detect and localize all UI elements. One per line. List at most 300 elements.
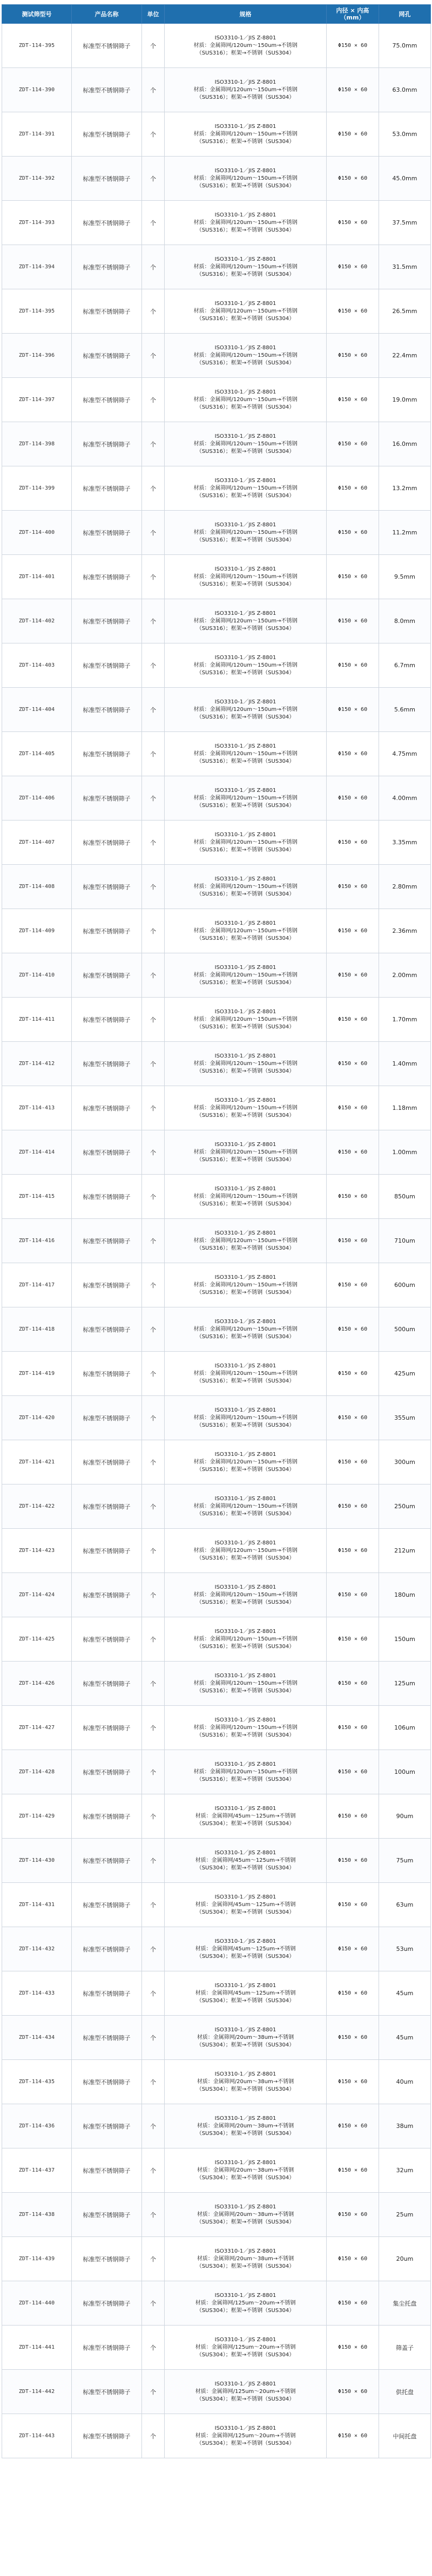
cell-name: 标准型不锈钢筛子 <box>72 2060 142 2104</box>
cell-name: 标准型不锈钢筛子 <box>72 2237 142 2281</box>
cell-name: 标准型不锈钢筛子 <box>72 688 142 732</box>
spec-line-material: 材质：金属筛网/120um～150um→不锈钢 <box>193 1591 298 1598</box>
cell-model: ZDT-114-430 <box>2 1839 72 1883</box>
cell-model: ZDT-114-417 <box>2 1263 72 1307</box>
cell-unit: 个 <box>142 289 165 334</box>
cell-model: ZDT-114-394 <box>2 245 72 289</box>
cell-unit: 个 <box>142 2148 165 2193</box>
cell-mesh: 9.5mm <box>379 555 431 599</box>
table-row <box>2 2414 431 2458</box>
spec-line-material: 材质：金属筛网/120um～150um→不锈钢 <box>193 1149 298 1155</box>
spec-line-frame: （SUS316）；框架→不锈钢（SUS304） <box>196 182 295 189</box>
cell-spec <box>165 1529 327 1573</box>
cell-mesh: 180um <box>379 1573 431 1617</box>
cell-spec <box>165 1352 327 1396</box>
cell-dimension: Φ150 × 60 <box>327 2281 379 2326</box>
spec-line-material: 材质：金属筛网/45um～125um→不锈钢 <box>195 1813 296 1819</box>
cell-unit: 个 <box>142 909 165 953</box>
spec-line-frame: （SUS304）；框架→不锈钢（SUS304） <box>196 2219 295 2225</box>
spec-line-frame: （SUS316）；框架→不锈钢（SUS304） <box>196 1776 295 1782</box>
spec-line-frame: （SUS304）；框架→不锈钢（SUS304） <box>196 2086 295 2092</box>
spec-line-material: 材质：金属筛网/125um～20um→不锈钢 <box>195 2388 296 2395</box>
cell-model: ZDT-114-393 <box>2 201 72 245</box>
spec-line-frame: （SUS316）；框架→不锈钢（SUS304） <box>196 271 295 277</box>
cell-unit: 个 <box>142 1706 165 1750</box>
spec-line-material: 材质：金属筛网/120um～150um→不锈钢 <box>193 1547 298 1554</box>
spec-line-material: 材质：金属筛网/45um～125um→不锈钢 <box>195 1990 296 1996</box>
cell-mesh: 1.18mm <box>379 1086 431 1130</box>
cell-model: ZDT-114-423 <box>2 1529 72 1573</box>
spec-line-standard: ISO3310-1／JIS Z-8801 <box>214 477 276 484</box>
spec-line-material: 材质：金属筛网/120um～150um→不锈钢 <box>193 839 298 845</box>
cell-model: ZDT-114-429 <box>2 1794 72 1839</box>
spec-line-standard: ISO3310-1／JIS Z-8801 <box>214 876 276 882</box>
cell-unit: 个 <box>142 2281 165 2326</box>
table-row <box>2 157 431 201</box>
cell-unit: 个 <box>142 1440 165 1484</box>
cell-unit: 个 <box>142 688 165 732</box>
header-name: 产品名称 <box>72 5 142 24</box>
spec-line-frame: （SUS316）；框架→不锈钢（SUS304） <box>196 714 295 720</box>
spec-line-standard: ISO3310-1／JIS Z-8801 <box>214 1672 276 1679</box>
spec-line-material: 材质：金属筛网/120um～150um→不锈钢 <box>193 662 298 668</box>
spec-line-standard: ISO3310-1／JIS Z-8801 <box>214 2292 276 2299</box>
cell-name: 标准型不锈钢筛子 <box>72 289 142 334</box>
cell-spec <box>165 112 327 157</box>
spec-line-material: 材质：金属筛网/120um～150um→不锈钢 <box>193 1459 298 1465</box>
cell-name: 标准型不锈钢筛子 <box>72 1219 142 1263</box>
spec-line-frame: （SUS316）；框架→不锈钢（SUS304） <box>196 935 295 941</box>
cell-name: 标准型不锈钢筛子 <box>72 2016 142 2060</box>
cell-dimension: Φ150 × 60 <box>327 2148 379 2193</box>
cell-unit: 个 <box>142 821 165 865</box>
cell-dimension: Φ150 × 60 <box>327 1484 379 1529</box>
table-row <box>2 909 431 953</box>
table-row <box>2 112 431 157</box>
cell-unit: 个 <box>142 1794 165 1839</box>
cell-spec <box>165 68 327 112</box>
spec-line-standard: ISO3310-1／JIS Z-8801 <box>214 1407 276 1413</box>
cell-unit: 个 <box>142 2060 165 2104</box>
spec-line-material: 材质：金属筛网/20um～38um→不锈钢 <box>197 2034 294 2041</box>
spec-line-frame: （SUS316）；框架→不锈钢（SUS304） <box>196 1289 295 1296</box>
cell-unit: 个 <box>142 2326 165 2370</box>
cell-name: 标准型不锈钢筛子 <box>72 776 142 821</box>
table-row <box>2 334 431 378</box>
spec-line-material: 材质：金属筛网/120um～150um→不锈钢 <box>193 927 298 934</box>
cell-mesh: 16.0mm <box>379 422 431 466</box>
spec-line-material: 材质：金属筛网/120um～150um→不锈钢 <box>193 618 298 624</box>
spec-line-frame: （SUS304）；框架→不锈钢（SUS304） <box>196 2440 295 2446</box>
spec-line-standard: ISO3310-1／JIS Z-8801 <box>214 1185 276 1192</box>
cell-unit: 个 <box>142 68 165 112</box>
cell-unit: 个 <box>142 1529 165 1573</box>
cell-model: ZDT-114-441 <box>2 2326 72 2370</box>
spec-line-material: 材质：金属筛网/120um～150um→不锈钢 <box>193 883 298 890</box>
table-row <box>2 24 431 68</box>
table-header-row <box>2 5 431 24</box>
spec-line-material: 材质：金属筛网/120um～150um→不锈钢 <box>193 972 298 978</box>
cell-spec <box>165 732 327 776</box>
spec-line-standard: ISO3310-1／JIS Z-8801 <box>214 1717 276 1723</box>
cell-name: 标准型不锈钢筛子 <box>72 1352 142 1396</box>
cell-spec <box>165 1617 327 1662</box>
cell-model: ZDT-114-400 <box>2 511 72 555</box>
spec-line-standard: ISO3310-1／JIS Z-8801 <box>214 1540 276 1546</box>
cell-spec <box>165 1484 327 1529</box>
cell-name: 标准型不锈钢筛子 <box>72 378 142 422</box>
cell-mesh: 中间托盘 <box>379 2414 431 2458</box>
cell-spec <box>165 643 327 688</box>
cell-model: ZDT-114-433 <box>2 1971 72 2016</box>
cell-model: ZDT-114-432 <box>2 1927 72 1971</box>
cell-model: ZDT-114-391 <box>2 112 72 157</box>
cell-name: 标准型不锈钢筛子 <box>72 2370 142 2414</box>
spec-line-material: 材质：金属筛网/120um～150um→不锈钢 <box>193 485 298 491</box>
spec-line-material: 材质：金属筛网/20um～38um→不锈钢 <box>197 2255 294 2262</box>
cell-dimension: Φ150 × 60 <box>327 245 379 289</box>
spec-line-material: 材质：金属筛网/120um～150um→不锈钢 <box>193 1282 298 1288</box>
cell-dimension: Φ150 × 60 <box>327 821 379 865</box>
cell-mesh: 2.80mm <box>379 865 431 909</box>
spec-line-frame: （SUS304）；框架→不锈钢（SUS304） <box>196 1997 295 2004</box>
spec-line-standard: ISO3310-1／JIS Z-8801 <box>214 1805 276 1812</box>
cell-mesh: 4.75mm <box>379 732 431 776</box>
spec-line-frame: （SUS304）；框架→不锈钢（SUS304） <box>196 2130 295 2137</box>
spec-line-material: 材质：金属筛网/120um～150um→不锈钢 <box>193 1326 298 1332</box>
cell-mesh: 45um <box>379 1971 431 2016</box>
table-row <box>2 1662 431 1706</box>
cell-name: 标准型不锈钢筛子 <box>72 1662 142 1706</box>
cell-name: 标准型不锈钢筛子 <box>72 1573 142 1617</box>
spec-line-material: 材质：金属筛网/45um～125um→不锈钢 <box>195 1857 296 1863</box>
cell-dimension: Φ150 × 60 <box>327 1307 379 1352</box>
spec-line-material: 材质：金属筛网/20um～38um→不锈钢 <box>197 2211 294 2218</box>
cell-mesh: 710um <box>379 1219 431 1263</box>
cell-spec <box>165 2414 327 2458</box>
spec-line-standard: ISO3310-1／JIS Z-8801 <box>214 521 276 528</box>
cell-dimension: Φ150 × 60 <box>327 2060 379 2104</box>
spec-line-frame: （SUS316）；框架→不锈钢（SUS304） <box>196 227 295 233</box>
cell-spec <box>165 24 327 68</box>
cell-model: ZDT-114-409 <box>2 909 72 953</box>
table-row <box>2 1706 431 1750</box>
spec-line-frame: （SUS316）；框架→不锈钢（SUS304） <box>196 138 295 145</box>
cell-dimension: Φ150 × 60 <box>327 998 379 1042</box>
cell-spec <box>165 1794 327 1839</box>
spec-line-material: 材质：金属筛网/120um～150um→不锈钢 <box>193 706 298 713</box>
cell-model: ZDT-114-416 <box>2 1219 72 1263</box>
spec-line-standard: ISO3310-1／JIS Z-8801 <box>214 2381 276 2387</box>
cell-name: 标准型不锈钢筛子 <box>72 865 142 909</box>
spec-line-material: 材质：金属筛网/120um～150um→不锈钢 <box>193 1370 298 1377</box>
table-row <box>2 1130 431 1175</box>
spec-line-frame: （SUS316）；框架→不锈钢（SUS304） <box>196 360 295 366</box>
cell-name: 标准型不锈钢筛子 <box>72 24 142 68</box>
cell-dimension: Φ150 × 60 <box>327 909 379 953</box>
cell-unit: 个 <box>142 1927 165 1971</box>
cell-mesh: 425um <box>379 1352 431 1396</box>
cell-spec <box>165 1927 327 1971</box>
cell-dimension: Φ150 × 60 <box>327 1706 379 1750</box>
cell-mesh: 38um <box>379 2104 431 2148</box>
cell-spec <box>165 1750 327 1794</box>
spec-line-frame: （SUS304）；框架→不锈钢（SUS304） <box>196 2351 295 2358</box>
cell-mesh: 3.35mm <box>379 821 431 865</box>
spec-line-standard: ISO3310-1／JIS Z-8801 <box>214 1849 276 1856</box>
cell-mesh: 100um <box>379 1750 431 1794</box>
cell-spec <box>165 289 327 334</box>
cell-name: 标准型不锈钢筛子 <box>72 1042 142 1086</box>
spec-line-standard: ISO3310-1／JIS Z-8801 <box>214 212 276 218</box>
cell-model: ZDT-114-422 <box>2 1484 72 1529</box>
cell-name: 标准型不锈钢筛子 <box>72 2193 142 2237</box>
cell-name: 标准型不锈钢筛子 <box>72 2148 142 2193</box>
cell-dimension: Φ150 × 60 <box>327 643 379 688</box>
cell-mesh: 125um <box>379 1662 431 1706</box>
cell-spec <box>165 1662 327 1706</box>
cell-unit: 个 <box>142 1175 165 1219</box>
cell-name: 标准型不锈钢筛子 <box>72 1971 142 2016</box>
spec-line-frame: （SUS316）；框架→不锈钢（SUS304） <box>196 94 295 100</box>
cell-name: 标准型不锈钢筛子 <box>72 1307 142 1352</box>
cell-spec <box>165 245 327 289</box>
spec-line-standard: ISO3310-1／JIS Z-8801 <box>214 2425 276 2431</box>
cell-model: ZDT-114-401 <box>2 555 72 599</box>
cell-unit: 个 <box>142 1042 165 1086</box>
spec-line-standard: ISO3310-1／JIS Z-8801 <box>214 433 276 439</box>
cell-mesh: 筛盖子 <box>379 2326 431 2370</box>
spec-line-standard: ISO3310-1／JIS Z-8801 <box>214 1097 276 1103</box>
spec-line-frame: （SUS316）；框架→不锈钢（SUS304） <box>196 448 295 455</box>
cell-name: 标准型不锈钢筛子 <box>72 1529 142 1573</box>
table-row <box>2 2193 431 2237</box>
cell-mesh: 600um <box>379 1263 431 1307</box>
spec-line-standard: ISO3310-1／JIS Z-8801 <box>214 123 276 130</box>
cell-mesh: 300um <box>379 1440 431 1484</box>
table-row <box>2 2326 431 2370</box>
cell-dimension: Φ150 × 60 <box>327 1573 379 1617</box>
cell-unit: 个 <box>142 334 165 378</box>
cell-mesh: 850um <box>379 1175 431 1219</box>
cell-spec <box>165 1883 327 1927</box>
cell-spec <box>165 2281 327 2326</box>
spec-line-standard: ISO3310-1／JIS Z-8801 <box>214 1761 276 1767</box>
spec-line-frame: （SUS316）；框架→不锈钢（SUS304） <box>196 1023 295 1030</box>
cell-spec <box>165 1706 327 1750</box>
cell-name: 标准型不锈钢筛子 <box>72 599 142 643</box>
cell-mesh: 13.2mm <box>379 466 431 511</box>
cell-spec <box>165 555 327 599</box>
cell-spec <box>165 953 327 998</box>
spec-line-material: 材质：金属筛网/120um～150um→不锈钢 <box>193 352 298 358</box>
cell-dimension: Φ150 × 60 <box>327 1042 379 1086</box>
cell-mesh: 供托盘 <box>379 2370 431 2414</box>
cell-dimension: Φ150 × 60 <box>327 1440 379 1484</box>
cell-spec <box>165 821 327 865</box>
spec-line-standard: ISO3310-1／JIS Z-8801 <box>214 1053 276 1059</box>
spec-line-standard: ISO3310-1／JIS Z-8801 <box>214 1451 276 1458</box>
spec-line-frame: （SUS316）；框架→不锈钢（SUS304） <box>196 1687 295 1694</box>
spec-line-standard: ISO3310-1／JIS Z-8801 <box>214 1230 276 1236</box>
cell-model: ZDT-114-443 <box>2 2414 72 2458</box>
cell-mesh: 19.0mm <box>379 378 431 422</box>
cell-spec <box>165 2148 327 2193</box>
cell-spec <box>165 909 327 953</box>
header-unit: 单位 <box>142 5 165 24</box>
cell-spec <box>165 2326 327 2370</box>
table-row <box>2 1750 431 1794</box>
cell-spec <box>165 776 327 821</box>
cell-unit: 个 <box>142 1396 165 1440</box>
cell-name: 标准型不锈钢筛子 <box>72 821 142 865</box>
cell-unit: 个 <box>142 732 165 776</box>
spec-line-frame: （SUS316）；框架→不锈钢（SUS304） <box>196 891 295 897</box>
table-row <box>2 1307 431 1352</box>
spec-line-material: 材质：金属筛网/120um～150um→不锈钢 <box>193 1680 298 1686</box>
cell-model: ZDT-114-390 <box>2 68 72 112</box>
cell-unit: 个 <box>142 2104 165 2148</box>
cell-dimension: Φ150 × 60 <box>327 2104 379 2148</box>
spec-line-frame: （SUS304）；框架→不锈钢（SUS304） <box>196 2307 295 2314</box>
cell-spec <box>165 2016 327 2060</box>
cell-mesh: 31.5mm <box>379 245 431 289</box>
spec-line-frame: （SUS316）；框架→不锈钢（SUS304） <box>196 1378 295 1384</box>
table-row <box>2 599 431 643</box>
cell-dimension: Φ150 × 60 <box>327 555 379 599</box>
table-row <box>2 1573 431 1617</box>
table-row <box>2 688 431 732</box>
table-row <box>2 1352 431 1396</box>
table-row <box>2 1263 431 1307</box>
cell-model: ZDT-114-397 <box>2 378 72 422</box>
cell-mesh: 8.0mm <box>379 599 431 643</box>
spec-line-frame: （SUS316）；框架→不锈钢（SUS304） <box>196 1245 295 1251</box>
cell-name: 标准型不锈钢筛子 <box>72 1440 142 1484</box>
spec-line-frame: （SUS316）；框架→不锈钢（SUS304） <box>196 758 295 764</box>
cell-dimension: Φ150 × 60 <box>327 1794 379 1839</box>
cell-spec <box>165 378 327 422</box>
cell-unit: 个 <box>142 511 165 555</box>
cell-model: ZDT-114-411 <box>2 998 72 1042</box>
spec-line-material: 材质：金属筛网/125um～20um→不锈钢 <box>195 2344 296 2350</box>
spec-line-material: 材质：金属筛网/125um～20um→不锈钢 <box>195 2432 296 2439</box>
table-row <box>2 1927 431 1971</box>
cell-dimension: Φ150 × 60 <box>327 1617 379 1662</box>
spec-line-standard: ISO3310-1／JIS Z-8801 <box>214 1628 276 1635</box>
spec-line-material: 材质：金属筛网/120um～150um→不锈钢 <box>193 1503 298 1509</box>
cell-spec <box>165 1263 327 1307</box>
cell-unit: 个 <box>142 555 165 599</box>
cell-dimension: Φ150 × 60 <box>327 2193 379 2237</box>
spec-line-frame: （SUS316）；框架→不锈钢（SUS304） <box>196 492 295 499</box>
spec-line-frame: （SUS316）；框架→不锈钢（SUS304） <box>196 1510 295 1517</box>
cell-spec <box>165 201 327 245</box>
cell-dimension: Φ150 × 60 <box>327 2237 379 2281</box>
spec-line-standard: ISO3310-1／JIS Z-8801 <box>214 1938 276 1944</box>
table-row <box>2 466 431 511</box>
cell-dimension: Φ150 × 60 <box>327 1971 379 2016</box>
cell-mesh: 75.0mm <box>379 24 431 68</box>
cell-model: ZDT-114-408 <box>2 865 72 909</box>
cell-model: ZDT-114-420 <box>2 1396 72 1440</box>
cell-unit: 个 <box>142 1086 165 1130</box>
cell-mesh: 集尘托盘 <box>379 2281 431 2326</box>
spec-line-frame: （SUS316）；框架→不锈钢（SUS304） <box>196 1599 295 1605</box>
table-row <box>2 865 431 909</box>
spec-line-frame: （SUS316）；框架→不锈钢（SUS304） <box>196 1643 295 1650</box>
spec-line-material: 材质：金属筛网/120um～150um→不锈钢 <box>193 1636 298 1642</box>
cell-spec <box>165 2370 327 2414</box>
table-row <box>2 1440 431 1484</box>
spec-line-standard: ISO3310-1／JIS Z-8801 <box>214 2115 276 2121</box>
cell-spec <box>165 511 327 555</box>
cell-mesh: 106um <box>379 1706 431 1750</box>
cell-dimension: Φ150 × 60 <box>327 1529 379 1573</box>
table-row <box>2 776 431 821</box>
spec-line-standard: ISO3310-1／JIS Z-8801 <box>214 964 276 971</box>
cell-dimension: Φ150 × 60 <box>327 422 379 466</box>
cell-spec <box>165 1307 327 1352</box>
cell-model: ZDT-114-412 <box>2 1042 72 1086</box>
spec-line-frame: （SUS316）；框架→不锈钢（SUS304） <box>196 404 295 410</box>
spec-line-frame: （SUS316）；框架→不锈钢（SUS304） <box>196 1156 295 1163</box>
cell-model: ZDT-114-395 <box>2 24 72 68</box>
cell-dimension: Φ150 × 60 <box>327 1175 379 1219</box>
cell-unit: 个 <box>142 1263 165 1307</box>
spec-line-material: 材质：金属筛网/120um～150um→不锈钢 <box>193 440 298 447</box>
cell-mesh: 1.00mm <box>379 1130 431 1175</box>
spec-line-material: 材质：金属筛网/120um～150um→不锈钢 <box>193 1237 298 1244</box>
table-row <box>2 1175 431 1219</box>
spec-line-standard: ISO3310-1／JIS Z-8801 <box>214 743 276 749</box>
cell-unit: 个 <box>142 1883 165 1927</box>
spec-line-material: 材质：金属筛网/20um～38um→不锈钢 <box>197 2078 294 2085</box>
cell-mesh: 1.70mm <box>379 998 431 1042</box>
spec-line-frame: （SUS316）；框架→不锈钢（SUS304） <box>196 581 295 587</box>
table-row <box>2 1086 431 1130</box>
cell-name: 标准型不锈钢筛子 <box>72 68 142 112</box>
cell-unit: 个 <box>142 201 165 245</box>
cell-model: ZDT-114-424 <box>2 1573 72 1617</box>
cell-model: ZDT-114-436 <box>2 2104 72 2148</box>
cell-mesh: 250um <box>379 1484 431 1529</box>
cell-unit: 个 <box>142 1617 165 1662</box>
cell-mesh: 355um <box>379 1396 431 1440</box>
cell-dimension: Φ150 × 60 <box>327 2016 379 2060</box>
cell-model: ZDT-114-395 <box>2 289 72 334</box>
spec-line-frame: （SUS316）；框架→不锈钢（SUS304） <box>196 1333 295 1340</box>
table-row <box>2 1839 431 1883</box>
cell-name: 标准型不锈钢筛子 <box>72 1750 142 1794</box>
cell-model: ZDT-114-406 <box>2 776 72 821</box>
spec-line-frame: （SUS316）；框架→不锈钢（SUS304） <box>196 802 295 809</box>
cell-name: 标准型不锈钢筛子 <box>72 1086 142 1130</box>
table-row <box>2 68 431 112</box>
cell-unit: 个 <box>142 1219 165 1263</box>
cell-unit: 个 <box>142 643 165 688</box>
cell-model: ZDT-114-431 <box>2 1883 72 1927</box>
spec-line-material: 材质：金属筛网/120um～150um→不锈钢 <box>193 219 298 226</box>
cell-dimension: Φ150 × 60 <box>327 157 379 201</box>
spec-line-standard: ISO3310-1／JIS Z-8801 <box>214 654 276 661</box>
spec-line-material: 材质：金属筛网/20um～38um→不锈钢 <box>197 2167 294 2173</box>
spec-line-standard: ISO3310-1／JIS Z-8801 <box>214 699 276 705</box>
cell-name: 标准型不锈钢筛子 <box>72 157 142 201</box>
cell-unit: 个 <box>142 1750 165 1794</box>
spec-line-standard: ISO3310-1／JIS Z-8801 <box>214 1495 276 1502</box>
cell-unit: 个 <box>142 1130 165 1175</box>
